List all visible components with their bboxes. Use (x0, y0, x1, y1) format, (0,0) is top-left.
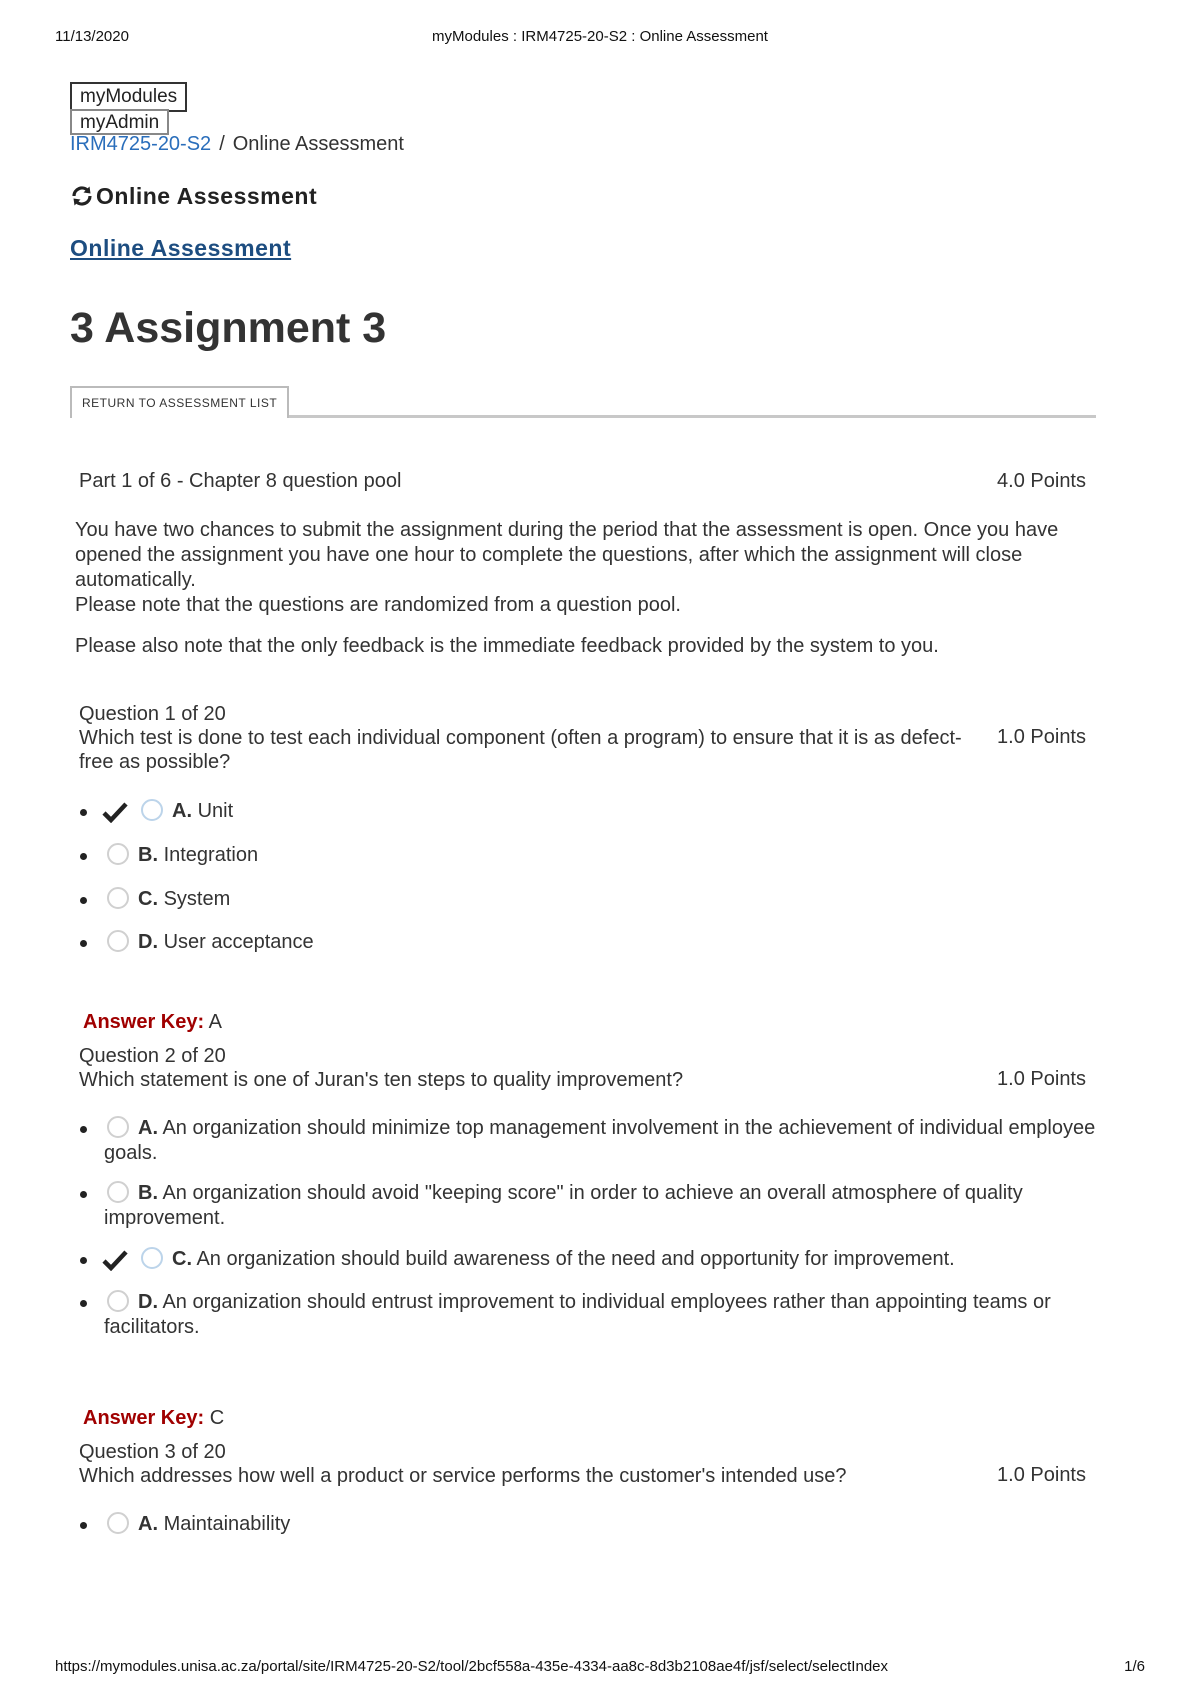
breadcrumb-current: Online Assessment (232, 133, 404, 155)
answer-option (70, 887, 1096, 930)
option-text: Maintainability (163, 1513, 291, 1535)
tool-title-text: Online Assessment (96, 182, 318, 209)
question-3 (79, 1440, 1096, 1488)
part-header (70, 470, 1096, 496)
answer-option (70, 1181, 1096, 1247)
online-assessment-link[interactable]: Online Assessment (70, 235, 292, 261)
checkmark-icon (102, 1249, 128, 1271)
answer-option (70, 1247, 1096, 1290)
question-points: 1.0 Points (997, 1464, 1086, 1486)
breadcrumb-course-link[interactable]: IRM4725-20-S2 (70, 133, 212, 155)
bullet (80, 897, 87, 904)
option-letter: A. (138, 1117, 158, 1139)
answer-radio[interactable] (141, 1247, 163, 1269)
option-letter: A. (172, 800, 192, 822)
bullet (80, 853, 87, 860)
answer-radio[interactable] (107, 930, 129, 952)
bullet (80, 1522, 87, 1529)
mymodules-link[interactable]: myModules (70, 82, 187, 112)
answer-list (70, 799, 1096, 974)
myadmin-link[interactable]: myAdmin (70, 109, 169, 135)
answer-radio[interactable] (107, 1512, 129, 1534)
option-text: An organization should minimize top management involvement in the achievement of individual employee goals. (104, 1117, 1096, 1164)
answer-option (70, 843, 1096, 887)
question-1 (79, 702, 1096, 774)
print-url: https://mymodules.unisa.ac.za/portal/site/IRM4725-20-S2/tool/2bcf558a-435e-4334-aa8c-8d3b2108ae4f/jsf/select/selectIndex (55, 1658, 888, 1675)
answer-option (70, 1512, 1096, 1542)
answer-option (70, 930, 1096, 974)
bullet (80, 1257, 87, 1264)
question-2 (79, 1044, 1096, 1092)
part-points: 4.0 Points (997, 470, 1086, 492)
option-text: An organization should build awareness of the need and opportunity for improvement. (196, 1248, 955, 1270)
bullet (80, 1300, 87, 1307)
option-letter: B. (138, 1182, 158, 1204)
question-text: Which test is done to test each individual component (often a program) to ensure that it is as defect-free as possible? (79, 727, 962, 773)
answer-key-value: A (208, 1011, 222, 1033)
question-points: 1.0 Points (997, 1068, 1086, 1090)
main-content (70, 82, 1096, 1542)
answer-key (83, 1404, 1096, 1432)
breadcrumb-separator: / (219, 133, 225, 155)
print-date: 11/13/2020 (55, 28, 129, 45)
print-header (55, 28, 1145, 48)
tab-bar (70, 386, 1096, 418)
question-number: Question 3 of 20 (79, 1441, 226, 1463)
bullet (80, 1191, 87, 1198)
part-title: Part 1 of 6 - Chapter 8 question pool (79, 470, 402, 492)
question-text: Which statement is one of Juran's ten steps to quality improvement? (79, 1069, 684, 1091)
option-text: Integration (163, 844, 259, 866)
option-text: An organization should avoid "keeping score" in order to achieve an overall atmosphere of quality improvement. (104, 1182, 1023, 1229)
answer-radio[interactable] (107, 1181, 129, 1203)
option-letter: A. (138, 1513, 158, 1535)
bullet (80, 940, 87, 947)
answer-key-label: Answer Key: (83, 1407, 205, 1429)
answer-key-value: C (209, 1407, 225, 1429)
tool-title (70, 179, 1096, 213)
option-text: An organization should entrust improvement to individual employees rather than appointing teams or facilitators. (104, 1291, 1051, 1338)
option-letter: C. (172, 1248, 192, 1270)
option-text: User acceptance (163, 931, 314, 953)
answer-radio[interactable] (107, 1116, 129, 1138)
bullet (80, 809, 87, 816)
answer-radio[interactable] (107, 843, 129, 865)
answer-list (70, 1512, 1096, 1542)
question-number: Question 1 of 20 (79, 703, 226, 725)
print-page-number: 1/6 (1124, 1658, 1145, 1675)
answer-radio[interactable] (107, 887, 129, 909)
assignment-title: 3 Assignment 3 (70, 304, 387, 352)
answer-key-label: Answer Key: (83, 1011, 205, 1033)
question-number: Question 2 of 20 (79, 1045, 226, 1067)
answer-radio[interactable] (141, 799, 163, 821)
option-letter: C. (138, 888, 158, 910)
instruction-text: Please note that the questions are randomized from a question pool. (75, 594, 681, 616)
answer-option (70, 1290, 1096, 1356)
answer-key (83, 1008, 1096, 1036)
checkmark-icon (102, 801, 128, 823)
instruction-text: Please also note that the only feedback is the immediate feedback provided by the system to you. (75, 635, 939, 657)
answer-option (70, 1116, 1096, 1181)
instructions (75, 518, 1075, 659)
option-letter: B. (138, 844, 158, 866)
return-to-assessment-list-button[interactable]: RETURN TO ASSESSMENT LIST (70, 386, 289, 418)
option-text: Unit (197, 800, 234, 822)
breadcrumb (70, 131, 1096, 161)
option-text: System (163, 888, 231, 910)
option-letter: D. (138, 931, 158, 953)
question-points: 1.0 Points (997, 726, 1086, 748)
question-text: Which addresses how well a product or service performs the customer's intended use? (79, 1465, 847, 1487)
answer-option (70, 799, 1096, 843)
print-title: myModules : IRM4725-20-S2 : Online Assessment (432, 28, 768, 45)
answer-radio[interactable] (107, 1290, 129, 1312)
bullet (80, 1126, 87, 1133)
print-footer (55, 1658, 1145, 1678)
refresh-icon[interactable] (70, 184, 94, 208)
instruction-text: You have two chances to submit the assignment during the period that the assessment is open. Once you have opened the assignment you have one hour to complete the questions, after which the assignment will close automatically. (75, 519, 1059, 591)
answer-list (70, 1116, 1096, 1356)
option-letter: D. (138, 1291, 158, 1313)
